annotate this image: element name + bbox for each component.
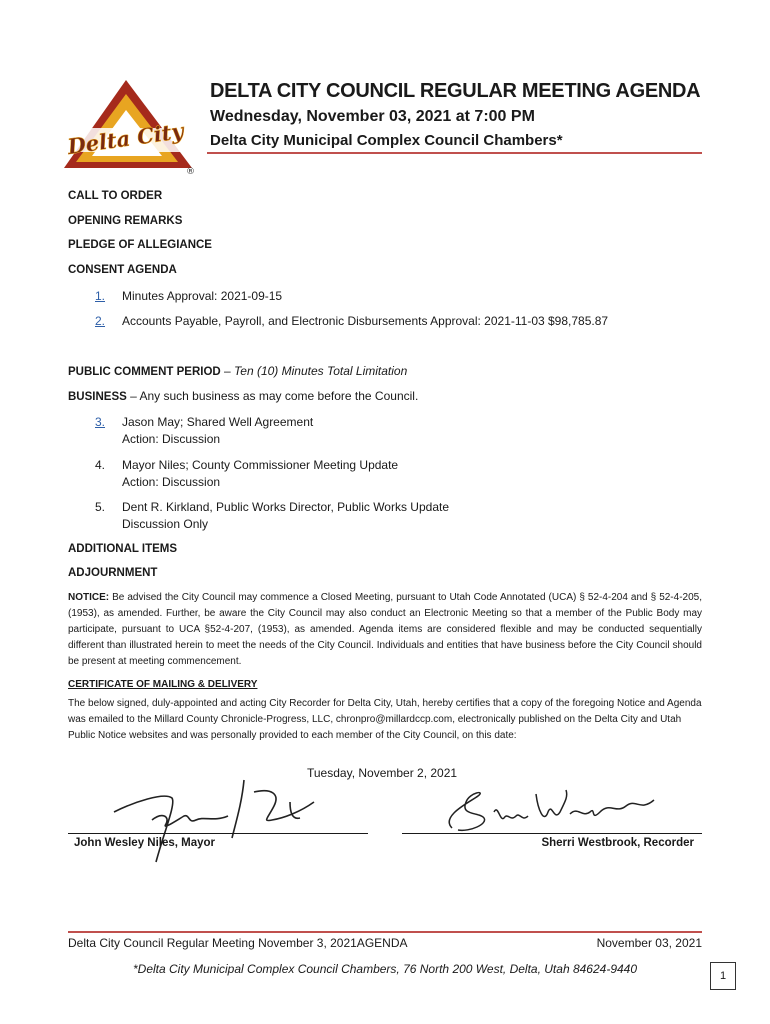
recorder-signature [440,782,665,840]
certificate-date: Tuesday, November 2, 2021 [307,766,458,780]
business-item-4-action: Action: Discussion [122,475,221,489]
business-detail: – Any such business as may come before the Council. [126,389,419,403]
business-item-3-action: Action: Discussion [122,432,221,446]
mayor-name: John Wesley Niles, Mayor [74,837,216,849]
consent-item-2-link[interactable]: 2. [95,314,106,328]
certificate-body: The below signed, duly-appointed and acting City Recorder for Delta City, Utah, hereby certifies that a copy of the foregoing Notice and Agenda was emailed to the Millard County Chronicle-Progress, LLC, chronpro@millardccp.com, electronically published on the Delta City and Utah Public Notice websites and was personally provided to each member of the City Council, on this date: [68,698,702,741]
business-label: BUSINESS [68,391,127,403]
consent-item-1-link[interactable]: 1. [95,289,106,303]
delta-city-logo [64,76,196,176]
public-comment-label: PUBLIC COMMENT PERIOD [68,366,221,378]
page-number: 1 [710,962,736,990]
meeting-location: Delta City Municipal Complex Council Chambers* [210,132,563,149]
logo-text: Delta City [65,118,186,160]
business-item-3-link[interactable]: 3. [95,415,106,429]
certificate-title: CERTIFICATE OF MAILING & DELIVERY [68,679,258,690]
meeting-datetime: Wednesday, November 03, 2021 at 7:00 PM [210,108,535,125]
public-comment-detail: Ten (10) Minutes Total Limitation [234,364,408,378]
footer-divider [68,931,702,933]
business-item-5 [122,499,449,533]
business-item-5-num: 5. [95,500,106,514]
public-comment-line [68,364,407,378]
business-item-3-title: Jason May; Shared Well Agreement [122,415,314,429]
mayor-signature-line [68,833,368,834]
registered-mark: ® [186,167,195,176]
business-item-3 [122,414,313,448]
business-item-4-title: Mayor Niles; County Commissioner Meeting Update [122,458,399,472]
business-item-4 [122,457,398,491]
business-item-5-action: Discussion Only [122,517,209,531]
recorder-signature-line [402,833,702,834]
footer-date: November 03, 2021 [596,936,702,950]
notice-text: Be advised the City Council may commence a Closed Meeting, pursuant to Utah Code Annotated (UCA) § 52-4-204 and § 52-4-205, (1953), as amended. Further, be aware the City Council may also conduct an Electronic Meeting so that a member of the Public Body may participate, pursuant to UCA §52-4-207, (1953), as amended. Agenda items are considered flexible and may be conducted sequentially different than illustrated herein to meet the needs of the City Council. Individuals and entities that have business before the City Council should be present at meeting commencement. [68,592,702,667]
mayor-signature [104,772,334,872]
section-opening-remarks: OPENING REMARKS [68,215,183,227]
business-item-5-title: Dent R. Kirkland, Public Works Director, Public Works Update [122,500,450,514]
recorder-name: Sherri Westbrook, Recorder [541,837,694,849]
section-pledge: PLEDGE OF ALLEGIANCE [68,239,212,251]
footer-address: *Delta City Municipal Complex Council Chambers, 76 North 200 West, Delta, Utah 84624-9440 [132,962,638,976]
consent-item-2-text: Accounts Payable, Payroll, and Electronic Disbursements Approval: 2021-11-03 $98,785.87 [122,314,609,328]
notice-paragraph [68,590,702,670]
section-call-to-order: CALL TO ORDER [68,190,163,202]
section-adjournment: ADJOURNMENT [68,567,158,579]
footer-meeting-title: Delta City Council Regular Meeting November 3, 2021AGENDA [68,936,408,950]
business-line [68,389,418,403]
header-divider [207,152,702,154]
consent-item-1-text: Minutes Approval: 2021-09-15 [122,289,283,303]
section-additional-items: ADDITIONAL ITEMS [68,543,178,555]
business-item-4-num: 4. [95,458,106,472]
notice-label: NOTICE: [68,592,110,603]
agenda-title: DELTA CITY COUNCIL REGULAR MEETING AGENDA [210,80,701,102]
public-comment-dash: – [220,364,235,378]
section-consent-agenda: CONSENT AGENDA [68,264,177,276]
